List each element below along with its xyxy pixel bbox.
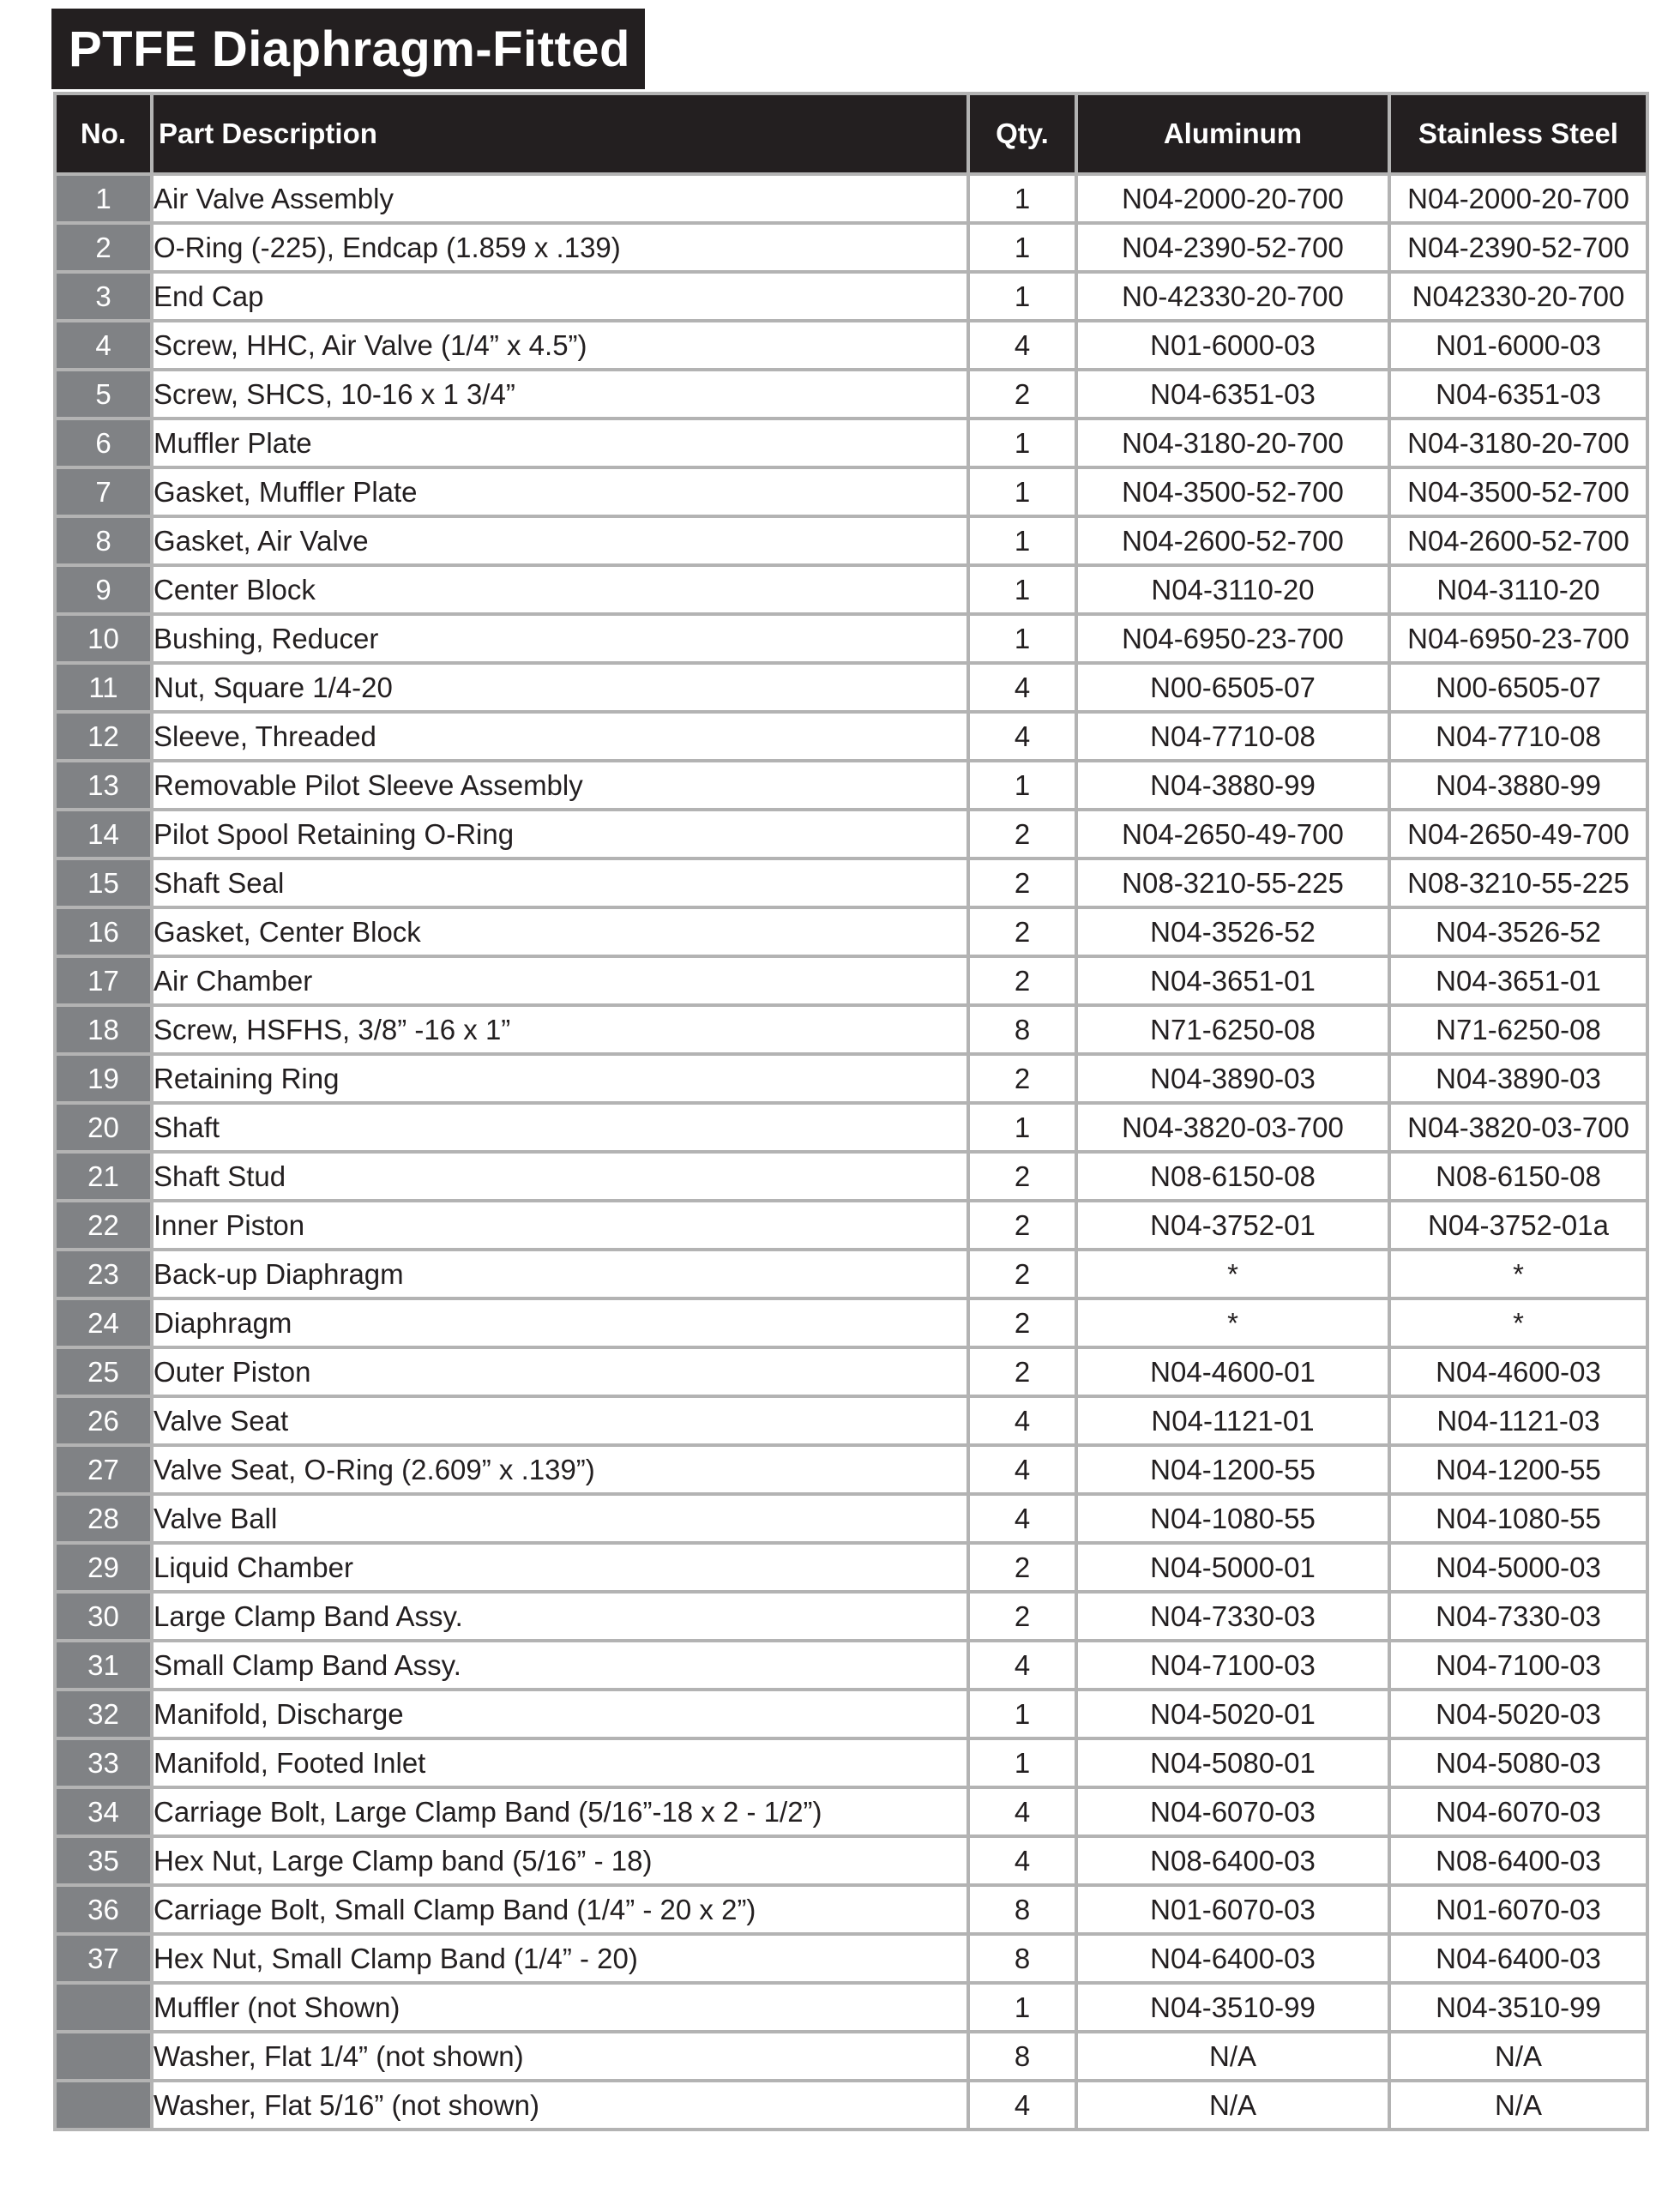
table-row	[55, 859, 1647, 907]
part-number-cell: 37	[55, 1934, 152, 1983]
aluminum-part-cell: N71-6250-08	[1076, 1005, 1389, 1054]
stainless-steel-part-cell: N04-3180-20-700	[1389, 419, 1647, 467]
part-description-cell: O-Ring (-225), Endcap (1.859 x .139)	[152, 223, 968, 272]
aluminum-part-cell: N04-1080-55	[1076, 1494, 1389, 1543]
stainless-steel-part-cell: N04-5080-03	[1389, 1738, 1647, 1787]
part-description-cell: Washer, Flat 5/16” (not shown)	[152, 2081, 968, 2130]
stainless-steel-part-cell: N042330-20-700	[1389, 272, 1647, 321]
part-description-cell: Removable Pilot Sleeve Assembly	[152, 761, 968, 810]
part-description-cell: Shaft Stud	[152, 1152, 968, 1201]
part-number-cell: 32	[55, 1690, 152, 1738]
part-number-cell: 3	[55, 272, 152, 321]
table-row	[55, 516, 1647, 565]
part-description-cell: Gasket, Air Valve	[152, 516, 968, 565]
table-row	[55, 223, 1647, 272]
table-row	[55, 712, 1647, 761]
quantity-cell: 1	[968, 272, 1076, 321]
stainless-steel-part-cell: N04-5020-03	[1389, 1690, 1647, 1738]
quantity-cell: 1	[968, 1103, 1076, 1152]
header-part-description: Part Description	[152, 93, 968, 174]
table-row	[55, 810, 1647, 859]
stainless-steel-part-cell: N/A	[1389, 2032, 1647, 2081]
quantity-cell: 1	[968, 467, 1076, 516]
part-number-cell: 8	[55, 516, 152, 565]
table-row	[55, 1103, 1647, 1152]
stainless-steel-part-cell: N04-3526-52	[1389, 907, 1647, 956]
aluminum-part-cell: N04-2000-20-700	[1076, 174, 1389, 223]
aluminum-part-cell: N04-5080-01	[1076, 1738, 1389, 1787]
aluminum-part-cell: N04-3651-01	[1076, 956, 1389, 1005]
part-number-cell: 20	[55, 1103, 152, 1152]
stainless-steel-part-cell: N04-3890-03	[1389, 1054, 1647, 1103]
part-description-cell: Muffler Plate	[152, 419, 968, 467]
table-row	[55, 1298, 1647, 1347]
part-description-cell: Air Chamber	[152, 956, 968, 1005]
part-number-cell: 26	[55, 1396, 152, 1445]
aluminum-part-cell: N04-6351-03	[1076, 370, 1389, 419]
aluminum-part-cell: N01-6070-03	[1076, 1885, 1389, 1934]
stainless-steel-part-cell: N04-6950-23-700	[1389, 614, 1647, 663]
page-title: PTFE Diaphragm-Fitted	[69, 21, 630, 77]
stainless-steel-part-cell: N04-2000-20-700	[1389, 174, 1647, 223]
part-number-cell: 15	[55, 859, 152, 907]
aluminum-part-cell: N04-3110-20	[1076, 565, 1389, 614]
part-description-cell: Valve Seat, O-Ring (2.609” x .139”)	[152, 1445, 968, 1494]
table-row	[55, 956, 1647, 1005]
part-description-cell: Back-up Diaphragm	[152, 1250, 968, 1298]
aluminum-part-cell: N04-5000-01	[1076, 1543, 1389, 1592]
stainless-steel-part-cell: N04-7100-03	[1389, 1641, 1647, 1690]
part-description-cell: Manifold, Footed Inlet	[152, 1738, 968, 1787]
table-row	[55, 1201, 1647, 1250]
parts-table	[53, 92, 1649, 2131]
header-qty: Qty.	[968, 93, 1076, 174]
table-row	[55, 1054, 1647, 1103]
table-row	[55, 1738, 1647, 1787]
stainless-steel-part-cell: N04-1080-55	[1389, 1494, 1647, 1543]
part-number-cell: 5	[55, 370, 152, 419]
part-number-cell: 22	[55, 1201, 152, 1250]
quantity-cell: 4	[968, 1445, 1076, 1494]
aluminum-part-cell: *	[1076, 1250, 1389, 1298]
aluminum-part-cell: N04-1200-55	[1076, 1445, 1389, 1494]
quantity-cell: 2	[968, 810, 1076, 859]
table-row	[55, 272, 1647, 321]
aluminum-part-cell: N00-6505-07	[1076, 663, 1389, 712]
table-row	[55, 370, 1647, 419]
part-description-cell: Large Clamp Band Assy.	[152, 1592, 968, 1641]
part-number-cell	[55, 2081, 152, 2130]
stainless-steel-part-cell: N01-6070-03	[1389, 1885, 1647, 1934]
stainless-steel-part-cell: N04-4600-03	[1389, 1347, 1647, 1396]
table-row	[55, 1885, 1647, 1934]
aluminum-part-cell: N04-3820-03-700	[1076, 1103, 1389, 1152]
parts-table-body	[55, 174, 1647, 2130]
part-description-cell: Valve Ball	[152, 1494, 968, 1543]
part-description-cell: Screw, SHCS, 10-16 x 1 3/4”	[152, 370, 968, 419]
stainless-steel-part-cell: N04-6351-03	[1389, 370, 1647, 419]
table-row	[55, 565, 1647, 614]
aluminum-part-cell: N04-6400-03	[1076, 1934, 1389, 1983]
table-row	[55, 1543, 1647, 1592]
part-number-cell: 33	[55, 1738, 152, 1787]
table-row	[55, 321, 1647, 370]
quantity-cell: 1	[968, 565, 1076, 614]
quantity-cell: 2	[968, 1347, 1076, 1396]
part-description-cell: Muffler (not Shown)	[152, 1983, 968, 2032]
part-number-cell: 19	[55, 1054, 152, 1103]
part-number-cell: 16	[55, 907, 152, 956]
header-aluminum: Aluminum	[1076, 93, 1389, 174]
part-description-cell: Shaft	[152, 1103, 968, 1152]
part-description-cell: Carriage Bolt, Small Clamp Band (1/4” - 20 x 2”)	[152, 1885, 968, 1934]
part-description-cell: Bushing, Reducer	[152, 614, 968, 663]
table-row	[55, 1445, 1647, 1494]
part-number-cell: 31	[55, 1641, 152, 1690]
quantity-cell: 8	[968, 1885, 1076, 1934]
quantity-cell: 8	[968, 1934, 1076, 1983]
aluminum-part-cell: N08-6400-03	[1076, 1836, 1389, 1885]
quantity-cell: 4	[968, 1787, 1076, 1836]
part-description-cell: Washer, Flat 1/4” (not shown)	[152, 2032, 968, 2081]
table-row	[55, 1983, 1647, 2032]
part-description-cell: Screw, HSFHS, 3/8” -16 x 1”	[152, 1005, 968, 1054]
stainless-steel-part-cell: N08-3210-55-225	[1389, 859, 1647, 907]
quantity-cell: 4	[968, 1494, 1076, 1543]
part-description-cell: Retaining Ring	[152, 1054, 968, 1103]
quantity-cell: 1	[968, 761, 1076, 810]
stainless-steel-part-cell: N71-6250-08	[1389, 1005, 1647, 1054]
part-description-cell: Center Block	[152, 565, 968, 614]
stainless-steel-part-cell: N00-6505-07	[1389, 663, 1647, 712]
table-row	[55, 1152, 1647, 1201]
header-no: No.	[55, 93, 152, 174]
part-description-cell: Small Clamp Band Assy.	[152, 1641, 968, 1690]
quantity-cell: 1	[968, 419, 1076, 467]
part-number-cell: 30	[55, 1592, 152, 1641]
aluminum-part-cell: N08-3210-55-225	[1076, 859, 1389, 907]
stainless-steel-part-cell: N04-3510-99	[1389, 1983, 1647, 2032]
part-number-cell	[55, 2032, 152, 2081]
aluminum-part-cell: N04-3752-01	[1076, 1201, 1389, 1250]
quantity-cell: 4	[968, 321, 1076, 370]
part-number-cell: 14	[55, 810, 152, 859]
table-header-row	[55, 93, 1647, 174]
aluminum-part-cell: N04-6070-03	[1076, 1787, 1389, 1836]
quantity-cell: 1	[968, 1690, 1076, 1738]
aluminum-part-cell: *	[1076, 1298, 1389, 1347]
part-number-cell: 7	[55, 467, 152, 516]
part-number-cell: 35	[55, 1836, 152, 1885]
quantity-cell: 2	[968, 1250, 1076, 1298]
aluminum-part-cell: N04-5020-01	[1076, 1690, 1389, 1738]
part-description-cell: Carriage Bolt, Large Clamp Band (5/16”-18 x 2 - 1/2”)	[152, 1787, 968, 1836]
part-description-cell: Valve Seat	[152, 1396, 968, 1445]
aluminum-part-cell: N04-2600-52-700	[1076, 516, 1389, 565]
table-row	[55, 1690, 1647, 1738]
table-row	[55, 614, 1647, 663]
part-number-cell: 21	[55, 1152, 152, 1201]
table-row	[55, 1347, 1647, 1396]
stainless-steel-part-cell: N01-6000-03	[1389, 321, 1647, 370]
part-number-cell: 11	[55, 663, 152, 712]
table-row	[55, 174, 1647, 223]
part-description-cell: Inner Piston	[152, 1201, 968, 1250]
part-number-cell: 36	[55, 1885, 152, 1934]
table-row	[55, 2081, 1647, 2130]
table-row	[55, 2032, 1647, 2081]
quantity-cell: 4	[968, 712, 1076, 761]
aluminum-part-cell: N04-3526-52	[1076, 907, 1389, 956]
part-description-cell: Liquid Chamber	[152, 1543, 968, 1592]
part-number-cell: 23	[55, 1250, 152, 1298]
table-row	[55, 1787, 1647, 1836]
stainless-steel-part-cell: N04-6400-03	[1389, 1934, 1647, 1983]
quantity-cell: 8	[968, 2032, 1076, 2081]
part-number-cell	[55, 1983, 152, 2032]
table-row	[55, 1396, 1647, 1445]
part-number-cell: 28	[55, 1494, 152, 1543]
aluminum-part-cell: N0-42330-20-700	[1076, 272, 1389, 321]
table-row	[55, 1494, 1647, 1543]
quantity-cell: 4	[968, 663, 1076, 712]
aluminum-part-cell: N04-7330-03	[1076, 1592, 1389, 1641]
quantity-cell: 2	[968, 1298, 1076, 1347]
table-row	[55, 907, 1647, 956]
table-row	[55, 1836, 1647, 1885]
part-description-cell: Hex Nut, Large Clamp band (5/16” - 18)	[152, 1836, 968, 1885]
part-description-cell: Nut, Square 1/4-20	[152, 663, 968, 712]
aluminum-part-cell: N01-6000-03	[1076, 321, 1389, 370]
part-description-cell: Sleeve, Threaded	[152, 712, 968, 761]
quantity-cell: 2	[968, 370, 1076, 419]
stainless-steel-part-cell: N04-2600-52-700	[1389, 516, 1647, 565]
stainless-steel-part-cell: *	[1389, 1250, 1647, 1298]
stainless-steel-part-cell: N/A	[1389, 2081, 1647, 2130]
title-bar	[51, 9, 645, 89]
part-number-cell: 2	[55, 223, 152, 272]
quantity-cell: 1	[968, 174, 1076, 223]
part-description-cell: Shaft Seal	[152, 859, 968, 907]
stainless-steel-part-cell: N04-2650-49-700	[1389, 810, 1647, 859]
quantity-cell: 8	[968, 1005, 1076, 1054]
quantity-cell: 1	[968, 1738, 1076, 1787]
part-description-cell: Gasket, Muffler Plate	[152, 467, 968, 516]
quantity-cell: 2	[968, 956, 1076, 1005]
stainless-steel-part-cell: N04-3110-20	[1389, 565, 1647, 614]
part-number-cell: 34	[55, 1787, 152, 1836]
quantity-cell: 2	[968, 1152, 1076, 1201]
aluminum-part-cell: N04-3890-03	[1076, 1054, 1389, 1103]
table-row	[55, 663, 1647, 712]
part-number-cell: 18	[55, 1005, 152, 1054]
stainless-steel-part-cell: N04-1200-55	[1389, 1445, 1647, 1494]
aluminum-part-cell: N/A	[1076, 2081, 1389, 2130]
part-description-cell: Manifold, Discharge	[152, 1690, 968, 1738]
part-number-cell: 12	[55, 712, 152, 761]
stainless-steel-part-cell: N04-3651-01	[1389, 956, 1647, 1005]
part-description-cell: Outer Piston	[152, 1347, 968, 1396]
quantity-cell: 2	[968, 1201, 1076, 1250]
quantity-cell: 1	[968, 516, 1076, 565]
part-number-cell: 1	[55, 174, 152, 223]
part-description-cell: Diaphragm	[152, 1298, 968, 1347]
part-number-cell: 13	[55, 761, 152, 810]
stainless-steel-part-cell: N04-7710-08	[1389, 712, 1647, 761]
quantity-cell: 1	[968, 223, 1076, 272]
table-row	[55, 467, 1647, 516]
table-row	[55, 1250, 1647, 1298]
aluminum-part-cell: N/A	[1076, 2032, 1389, 2081]
aluminum-part-cell: N04-2390-52-700	[1076, 223, 1389, 272]
aluminum-part-cell: N04-7710-08	[1076, 712, 1389, 761]
quantity-cell: 4	[968, 1641, 1076, 1690]
quantity-cell: 2	[968, 1054, 1076, 1103]
part-number-cell: 29	[55, 1543, 152, 1592]
stainless-steel-part-cell: N04-3752-01a	[1389, 1201, 1647, 1250]
stainless-steel-part-cell: *	[1389, 1298, 1647, 1347]
quantity-cell: 2	[968, 859, 1076, 907]
table-row	[55, 1934, 1647, 1983]
quantity-cell: 1	[968, 614, 1076, 663]
part-description-cell: Gasket, Center Block	[152, 907, 968, 956]
stainless-steel-part-cell: N04-2390-52-700	[1389, 223, 1647, 272]
quantity-cell: 2	[968, 907, 1076, 956]
header-stainless-steel: Stainless Steel	[1389, 93, 1647, 174]
stainless-steel-part-cell: N04-3500-52-700	[1389, 467, 1647, 516]
quantity-cell: 2	[968, 1543, 1076, 1592]
part-number-cell: 6	[55, 419, 152, 467]
aluminum-part-cell: N04-1121-01	[1076, 1396, 1389, 1445]
aluminum-part-cell: N04-7100-03	[1076, 1641, 1389, 1690]
part-number-cell: 24	[55, 1298, 152, 1347]
stainless-steel-part-cell: N08-6150-08	[1389, 1152, 1647, 1201]
quantity-cell: 4	[968, 1836, 1076, 1885]
part-number-cell: 27	[55, 1445, 152, 1494]
part-number-cell: 25	[55, 1347, 152, 1396]
stainless-steel-part-cell: N04-6070-03	[1389, 1787, 1647, 1836]
stainless-steel-part-cell: N04-3820-03-700	[1389, 1103, 1647, 1152]
part-description-cell: End Cap	[152, 272, 968, 321]
part-number-cell: 17	[55, 956, 152, 1005]
table-row	[55, 1641, 1647, 1690]
part-number-cell: 10	[55, 614, 152, 663]
quantity-cell: 4	[968, 2081, 1076, 2130]
stainless-steel-part-cell: N08-6400-03	[1389, 1836, 1647, 1885]
aluminum-part-cell: N04-2650-49-700	[1076, 810, 1389, 859]
table-row	[55, 1592, 1647, 1641]
aluminum-part-cell: N04-6950-23-700	[1076, 614, 1389, 663]
aluminum-part-cell: N04-3180-20-700	[1076, 419, 1389, 467]
part-number-cell: 9	[55, 565, 152, 614]
part-description-cell: Air Valve Assembly	[152, 174, 968, 223]
aluminum-part-cell: N04-4600-01	[1076, 1347, 1389, 1396]
quantity-cell: 4	[968, 1396, 1076, 1445]
aluminum-part-cell: N04-3510-99	[1076, 1983, 1389, 2032]
table-row	[55, 419, 1647, 467]
stainless-steel-part-cell: N04-5000-03	[1389, 1543, 1647, 1592]
part-number-cell: 4	[55, 321, 152, 370]
table-row	[55, 1005, 1647, 1054]
quantity-cell: 1	[968, 1983, 1076, 2032]
quantity-cell: 2	[968, 1592, 1076, 1641]
stainless-steel-part-cell: N04-1121-03	[1389, 1396, 1647, 1445]
stainless-steel-part-cell: N04-3880-99	[1389, 761, 1647, 810]
aluminum-part-cell: N08-6150-08	[1076, 1152, 1389, 1201]
part-description-cell: Hex Nut, Small Clamp Band (1/4” - 20)	[152, 1934, 968, 1983]
part-description-cell: Pilot Spool Retaining O-Ring	[152, 810, 968, 859]
table-row	[55, 761, 1647, 810]
aluminum-part-cell: N04-3880-99	[1076, 761, 1389, 810]
part-description-cell: Screw, HHC, Air Valve (1/4” x 4.5”)	[152, 321, 968, 370]
aluminum-part-cell: N04-3500-52-700	[1076, 467, 1389, 516]
stainless-steel-part-cell: N04-7330-03	[1389, 1592, 1647, 1641]
